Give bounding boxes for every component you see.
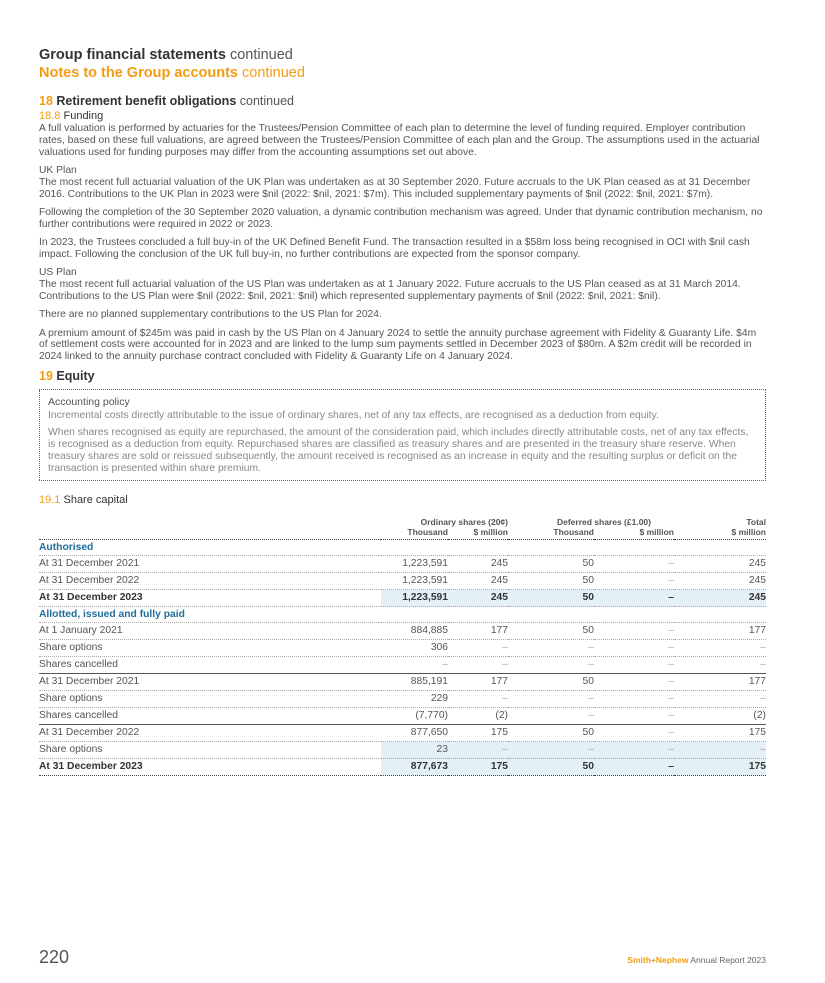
cell-total: – [674, 640, 766, 657]
cell-total: 245 [674, 590, 766, 607]
total-million-header: $ million [674, 527, 766, 540]
uk-plan-paragraph-2: Following the completion of the 30 September 2020 valuation, a dynamic contribution mechanism was agreed. Under that dynamic contribution mechanism, no further contributions were required in 2022 or 2023. [39, 206, 763, 230]
cell-ord-m: 175 [448, 759, 508, 776]
accounting-policy-box [39, 389, 766, 481]
cell-ord-th: (7,770) [381, 708, 448, 725]
cell-total: – [674, 691, 766, 708]
cell-total: 177 [674, 674, 766, 691]
cell-def-m: – [594, 657, 674, 674]
cell-ord-m: – [448, 742, 508, 759]
page-header [39, 46, 766, 64]
cell-def-th: 50 [508, 556, 594, 573]
cell-ord-m: – [448, 691, 508, 708]
cell-ord-th: 877,673 [381, 759, 448, 776]
allotted-section-label: Allotted, issued and fully paid [39, 607, 766, 623]
footer-brand [627, 955, 766, 965]
header-title-continued: continued [229, 47, 293, 63]
us-plan-paragraph-1: The most recent full actuarial valuation of the US Plan was undertaken as at 1 January 2022. Future accruals to the US Plan ceased as at 31 March 2014. Contributions to the US Plan were $nil (2022: $nil, 2021: $nil) which represented supplementary payments of $nil (2022: $nil, 2021: $nil). [39, 279, 741, 302]
cell-ord-th: 23 [381, 742, 448, 759]
authorised-section-label: Authorised [39, 540, 766, 556]
table-row [39, 725, 766, 742]
section-18-8-heading [39, 109, 766, 123]
cell-def-th: – [508, 657, 594, 674]
table-row [39, 759, 766, 776]
section-18-number: 18 [39, 94, 53, 108]
cell-ord-th: – [381, 657, 448, 674]
cell-total: – [674, 657, 766, 674]
cell-ord-m: 245 [448, 573, 508, 590]
deferred-thousand-header: Thousand [508, 527, 594, 540]
table-row [39, 573, 766, 590]
cell-def-m: – [594, 691, 674, 708]
row-label: At 31 December 2023 [39, 759, 381, 776]
cell-ord-th: 1,223,591 [381, 556, 448, 573]
cell-total: 177 [674, 623, 766, 640]
cell-ord-m: – [448, 657, 508, 674]
report-name: Annual Report 2023 [690, 955, 766, 965]
section-18-heading [39, 94, 766, 109]
section-19-1-title: Share capital [63, 494, 128, 507]
section-18-title: Retirement benefit obligations [56, 94, 237, 108]
cell-ord-th: 1,223,591 [381, 573, 448, 590]
table-row [39, 556, 766, 573]
authorised-section-row [39, 540, 766, 556]
row-label: At 31 December 2021 [39, 674, 381, 691]
cell-ord-th: 306 [381, 640, 448, 657]
section-18-8-title: Funding [63, 110, 104, 122]
row-label: At 31 December 2021 [39, 556, 381, 573]
uk-plan-paragraph-1: The most recent full actuarial valuation of the UK Plan was undertaken as at 30 September 2020. Future accruals to the UK Plan ceased as at 31 December 2016. Contributions to the UK Plan in 2023 were $nil (2022: $nil, 2021: $7m). This included supplementary payments of $nil (2022: $nil, 2021: $7m). [39, 176, 751, 200]
row-label: Share options [39, 691, 381, 708]
header-subtitle-continued: continued [242, 65, 305, 81]
cell-ord-th: 885,191 [381, 674, 448, 691]
cell-def-m: – [594, 742, 674, 759]
us-plan-heading: US Plan [39, 267, 77, 279]
cell-def-m: – [594, 725, 674, 742]
table-row [39, 623, 766, 640]
cell-def-th: 50 [508, 725, 594, 742]
table-row [39, 640, 766, 657]
cell-def-m: – [594, 674, 674, 691]
cell-total: 245 [674, 573, 766, 590]
cell-def-th: 50 [508, 623, 594, 640]
ordinary-thousand-header: Thousand [381, 527, 448, 540]
ordinary-million-header: $ million [448, 527, 508, 540]
allotted-section-row [39, 607, 766, 623]
accounting-policy-title: Accounting policy [48, 396, 130, 409]
uk-plan-heading: UK Plan [39, 164, 77, 176]
cell-ord-th: 1,223,591 [381, 590, 448, 607]
us-plan-paragraph-3: A premium amount of $245m was paid in cash by the US Plan on 4 January 2024 to settle the annuity purchase agreement with Fidelity & Guaranty Life. $4m of settlement costs were accounted for in 2023 and are linked to the lump sum payments settled in December 2023 of $80m. A $2m credit will be recorded in 2024 linked to the annuity purchase contract concluded with Fidelity & Guaranty Life on 4 January 2024. [39, 327, 757, 363]
page-content [39, 46, 766, 776]
cell-def-th: – [508, 691, 594, 708]
section-19-heading [39, 369, 766, 384]
cell-def-m: – [594, 590, 674, 607]
share-capital-table [39, 517, 766, 776]
row-label: At 31 December 2023 [39, 590, 381, 607]
cell-ord-m: 245 [448, 556, 508, 573]
header-subtitle: Notes to the Group accounts [39, 65, 238, 81]
uk-plan-paragraph-3: In 2023, the Trustees concluded a full buy-in of the UK Defined Benefit Fund. The transaction resulted in a $58m loss being recognised in OCI with $nil cash impact. Following the conclusion of the UK full buy-in, no further contributions are expected from the sponsor company. [39, 237, 750, 260]
table-group-header-row [39, 517, 766, 527]
cell-def-th: 50 [508, 573, 594, 590]
cell-ord-m: 177 [448, 623, 508, 640]
row-label: At 1 January 2021 [39, 623, 381, 640]
table-row [39, 674, 766, 691]
cell-def-m: – [594, 623, 674, 640]
table-row [39, 691, 766, 708]
section-19-title: Equity [56, 369, 95, 384]
cell-ord-m: (2) [448, 708, 508, 725]
cell-def-th: 50 [508, 674, 594, 691]
table-unit-header-row [39, 527, 766, 540]
section-18-8-number: 18.8 [39, 110, 61, 122]
cell-ord-m: – [448, 640, 508, 657]
cell-def-m: – [594, 640, 674, 657]
table-row [39, 742, 766, 759]
row-label: Shares cancelled [39, 708, 381, 725]
cell-def-m: – [594, 556, 674, 573]
cell-ord-m: 175 [448, 725, 508, 742]
row-label: Shares cancelled [39, 657, 381, 674]
cell-total: (2) [674, 708, 766, 725]
cell-def-m: – [594, 573, 674, 590]
section-19-1-number: 19.1 [39, 494, 61, 507]
page-subheader [39, 64, 766, 83]
brand-name: Smith+Nephew [627, 955, 689, 965]
us-plan-paragraph-2: There are no planned supplementary contributions to the US Plan for 2024. [39, 309, 382, 321]
section-19-1-heading [39, 494, 766, 507]
cell-ord-th: 884,885 [381, 623, 448, 640]
row-label: Share options [39, 742, 381, 759]
row-label: Share options [39, 640, 381, 657]
header-title: Group financial statements [39, 47, 226, 63]
cell-def-th: 50 [508, 759, 594, 776]
deferred-shares-header: Deferred shares (£1.00) [556, 517, 651, 528]
table-row [39, 657, 766, 674]
ordinary-shares-header: Ordinary shares (20¢) [420, 517, 508, 528]
cell-def-th: – [508, 708, 594, 725]
cell-ord-th: 229 [381, 691, 448, 708]
deferred-million-header: $ million [594, 527, 674, 540]
cell-def-m: – [594, 759, 674, 776]
section-19-number: 19 [39, 369, 53, 384]
funding-paragraph: A full valuation is performed by actuaries for the Trustees/Pension Committee of each plan to determine the level of funding required. Employer contribution rates, based on these full valuations, are agreed between the Trustees/Pension Committee of each plan and the Group. The assumptions used in the actuarial valuations used for funding purposes may differ from the accounting assumptions set out above. [39, 123, 760, 158]
cell-total: – [674, 742, 766, 759]
cell-ord-m: 177 [448, 674, 508, 691]
cell-def-th: 50 [508, 590, 594, 607]
cell-total: 175 [674, 725, 766, 742]
row-label: At 31 December 2022 [39, 725, 381, 742]
cell-def-th: – [508, 640, 594, 657]
row-label: At 31 December 2022 [39, 573, 381, 590]
accounting-policy-paragraph-2: When shares recognised as equity are repurchased, the amount of the consideration paid, which includes directly attributable costs, net of any tax effects, is recognised as a deduction from equity. Repurchased shares are classified as treasury shares and are presented in the treasury share reserve. When treasury shares are sold or reissued subsequently, the amount received is recognised as an increase in equity and the resulting surplus or deficit on the transaction is presented within share premium. [48, 427, 749, 474]
table-row [39, 708, 766, 725]
accounting-policy-paragraph-1: Incremental costs directly attributable to the issue of ordinary shares, net of any tax effects, are recognised as a deduction from equity. [48, 410, 659, 422]
cell-def-m: – [594, 708, 674, 725]
cell-total: 245 [674, 556, 766, 573]
cell-ord-th: 877,650 [381, 725, 448, 742]
cell-total: 175 [674, 759, 766, 776]
cell-ord-m: 245 [448, 590, 508, 607]
table-row [39, 590, 766, 607]
section-18-continued: continued [239, 94, 294, 108]
cell-def-th: – [508, 742, 594, 759]
total-header: Total [746, 517, 766, 528]
page-number: 220 [39, 947, 70, 967]
